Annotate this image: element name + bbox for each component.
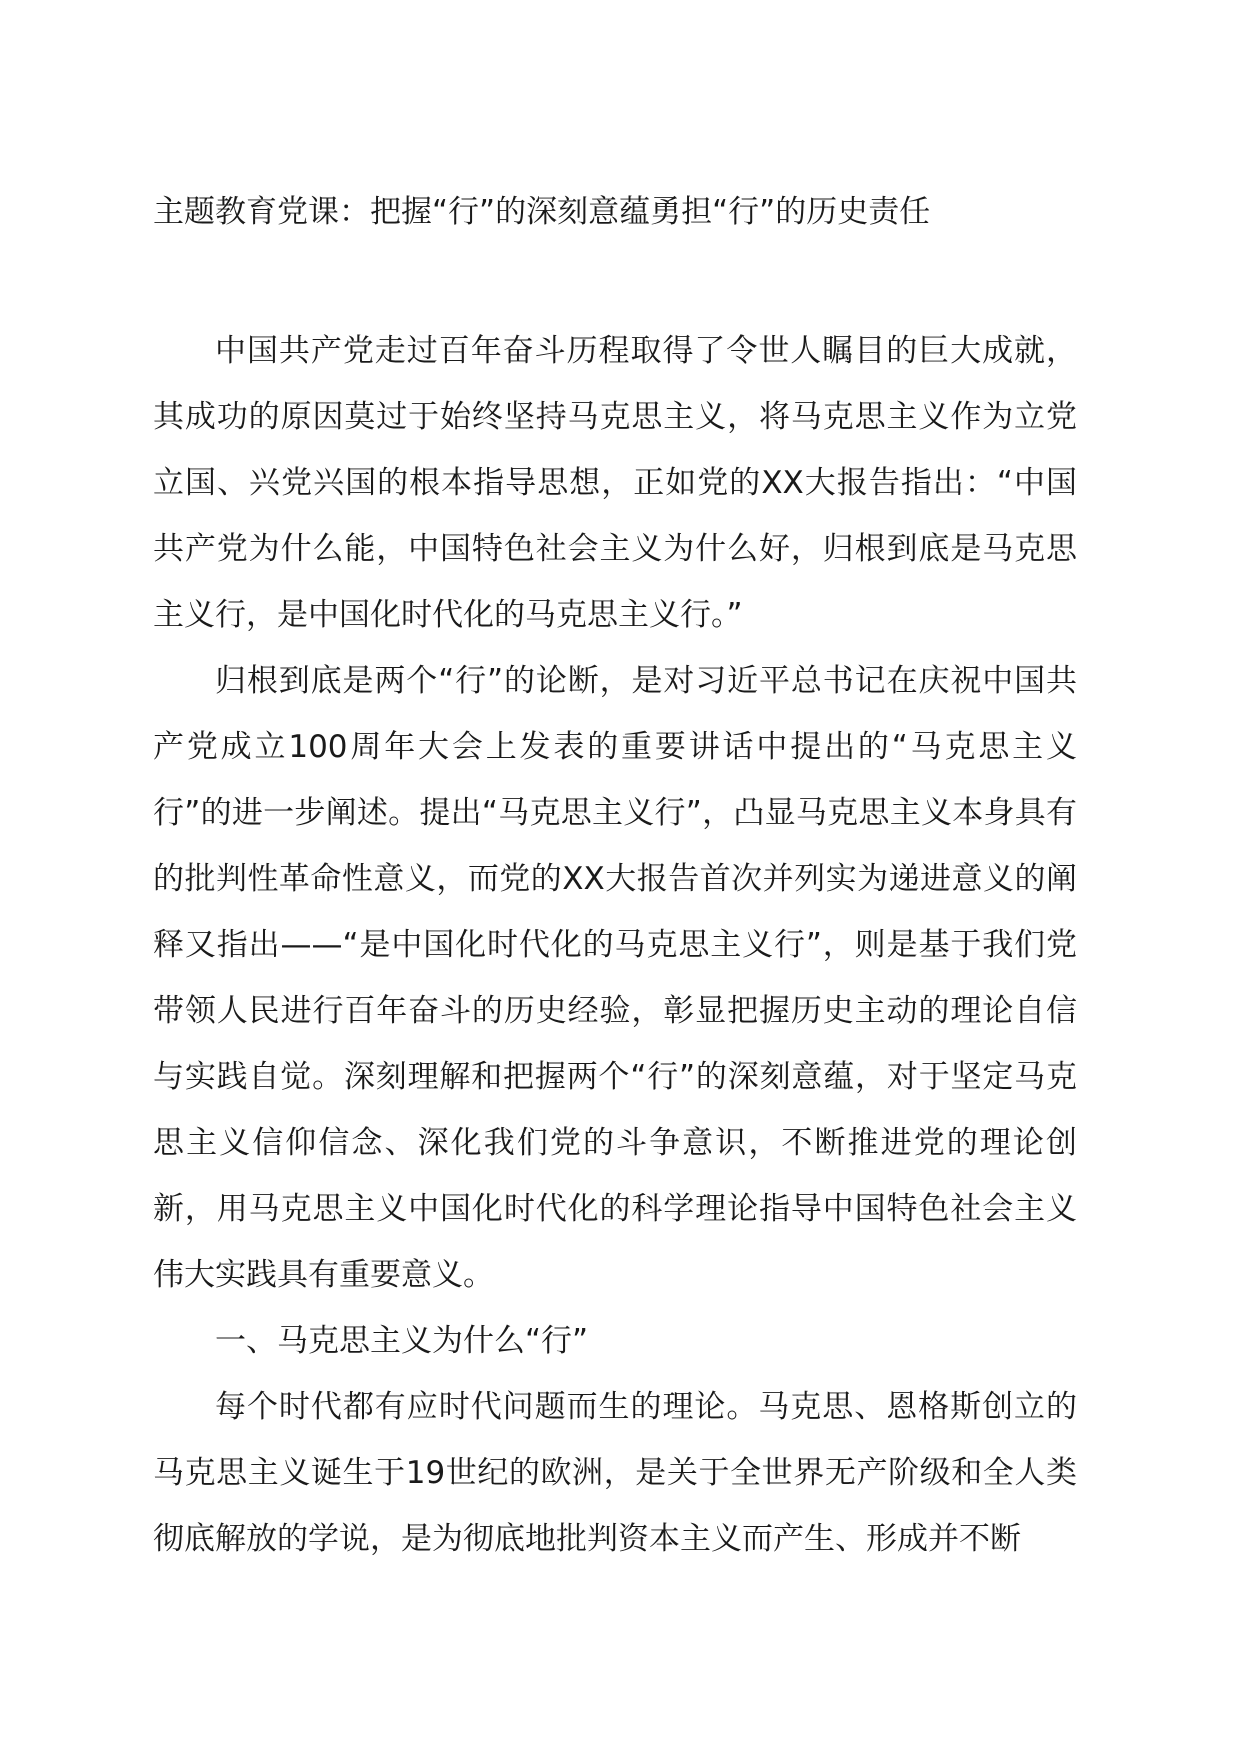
paragraph-intro: 中国共产党走过百年奋斗历程取得了令世人瞩目的巨大成就，其成功的原因莫过于始终坚持马克思主义，将马克思主义作为立党立国、兴党兴国的根本指导思想，正如党的XX大报告指出：“中国共产党为什么能，中国特色社会主义为什么好，归根到底是马克思主义行，是中国化时代化的马克思主义行。” bbox=[153, 333, 1077, 633]
document-title: 主题教育党课：把握“行”的深刻意蕴勇担“行”的历史责任 bbox=[153, 194, 931, 230]
document-body bbox=[153, 318, 1077, 1572]
paragraph-era-theory: 每个时代都有应时代问题而生的理论。马克思、恩格斯创立的马克思主义诞生于19世纪的欧洲，是关于全世界无产阶级和全人类彻底解放的学说，是为彻底地批判资本主义而产生、形成并不断 bbox=[153, 1389, 1077, 1557]
paragraph-two-xing: 归根到底是两个“行”的论断，是对习近平总书记在庆祝中国共产党成立100周年大会上发表的重要讲话中提出的“马克思主义行”的进一步阐述。提出“马克思主义行”，凸显马克思主义本身具有的批判性革命性意义，而党的XX大报告首次并列实为递进意义的阐释又指出——“是中国化时代化的马克思主义行”，则是基于我们党带领人民进行百年奋斗的历史经验，彰显把握历史主动的理论自信与实践自觉。深刻理解和把握两个“行”的深刻意蕴，对于坚定马克思主义信仰信念、深化我们党的斗争意识，不断推进党的理论创新，用马克思主义中国化时代化的科学理论指导中国特色社会主义伟大实践具有重要意义。 bbox=[153, 663, 1077, 1293]
section-heading-1: 一、马克思主义为什么“行” bbox=[215, 1323, 589, 1359]
